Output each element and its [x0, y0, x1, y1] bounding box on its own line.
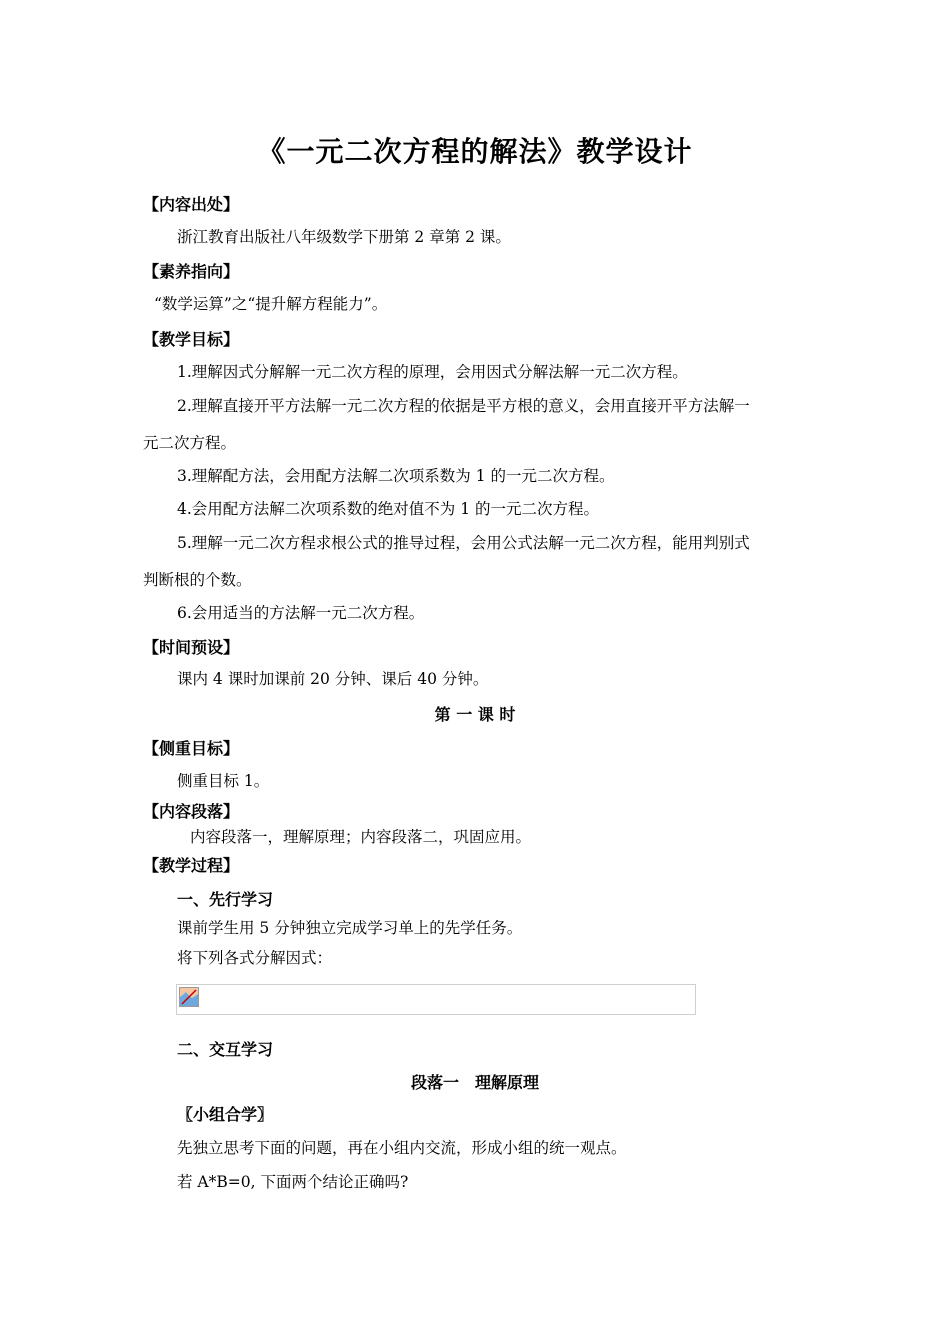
source-text: 浙江教育出版社八年级数学下册第 2 章第 2 课。 [177, 228, 511, 246]
step-2-title: 二、交互学习 [177, 1040, 274, 1059]
goal-5-line-2: 判断根的个数。 [143, 571, 252, 589]
focus-heading: 【侧重目标】 [143, 739, 240, 758]
segments-heading: 【内容段落】 [143, 802, 240, 821]
source-heading: 【内容出处】 [143, 195, 240, 214]
question-text: 若 A*B=0, 下面两个结论正确吗? [177, 1173, 409, 1191]
lesson-1-title: 第 一 课 时 [434, 705, 516, 724]
segments-text: 内容段落一，理解原理；内容段落二，巩固应用。 [190, 828, 532, 846]
literacy-text: “数学运算”之“提升解方程能力”。 [154, 295, 388, 313]
goal-6: 6.会用适当的方法解一元二次方程。 [177, 604, 425, 622]
group-learning-text: 先独立思考下面的问题，再在小组内交流，形成小组的统一观点。 [177, 1139, 627, 1157]
goal-2-line-1: 2.理解直接开平方法解一元二次方程的依据是平方根的意义，会用直接开平方法解一 [177, 397, 750, 415]
segment-1-title: 段落一 理解原理 [410, 1073, 539, 1092]
broken-image-icon [179, 987, 199, 1007]
step-1-text-1: 课前学生用 5 分钟独立完成学习单上的先学任务。 [177, 919, 523, 937]
document-title: 《一元二次方程的解法》教学设计 [257, 135, 693, 168]
goals-heading: 【教学目标】 [143, 330, 240, 349]
goal-3: 3.理解配方法，会用配方法解二次项系数为 1 的一元二次方程。 [177, 467, 615, 485]
group-learning-label: 〖小组合学〗 [177, 1105, 274, 1124]
time-heading: 【时间预设】 [143, 638, 240, 657]
literacy-heading: 【素养指向】 [143, 262, 240, 281]
step-1-title: 一、先行学习 [177, 890, 274, 909]
formula-image-placeholder [176, 984, 696, 1015]
time-text: 课内 4 课时加课前 20 分钟、课后 40 分钟。 [177, 670, 489, 688]
goal-5-line-1: 5.理解一元二次方程求根公式的推导过程，会用公式法解一元二次方程，能用判别式 [177, 534, 750, 552]
process-heading: 【教学过程】 [143, 856, 240, 875]
goal-1: 1.理解因式分解解一元二次方程的原理，会用因式分解法解一元二次方程。 [177, 363, 688, 381]
goal-2-line-2: 元二次方程。 [143, 434, 237, 452]
step-1-text-2: 将下列各式分解因式： [177, 949, 333, 967]
goal-4: 4.会用配方法解二次项系数的绝对值不为 1 的一元二次方程。 [177, 500, 600, 518]
focus-text: 侧重目标 1。 [177, 772, 270, 790]
